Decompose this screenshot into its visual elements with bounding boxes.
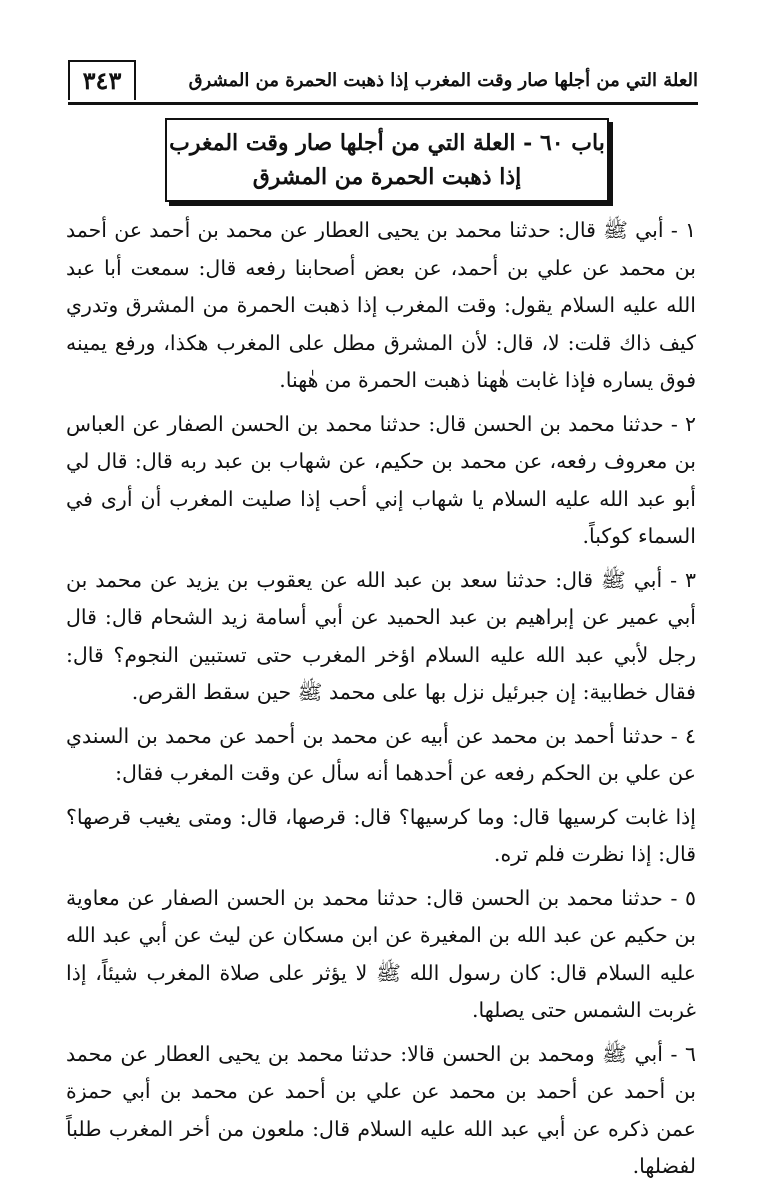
chapter-heading-box: [165, 118, 609, 202]
hadith-paragraph-6: [66, 1036, 696, 1186]
hadith-paragraph-2: [66, 406, 696, 556]
running-header: [68, 60, 698, 105]
running-title: العلة التي من أجلها صار وقت المغرب إذا ذهبت الحمرة من المشرق: [188, 70, 698, 91]
paragraph-text: ٤ - حدثنا أحمد بن محمد عن أبيه عن محمد بن أحمد عن محمد بن السندي عن علي بن الحكم رفعه عن أحدهما أنه سأل عن وقت المغرب فقال:: [66, 723, 696, 785]
paragraph-text: ٢ - حدثنا محمد بن الحسن قال: حدثنا محمد بن الحسن الصفار عن العباس بن معروف رفعه، عن محمد بن حكيم، عن شهاب بن عبد ربه قال: قال لي أبو عبد الله عليه السلام يا شهاب إني أحب إذا صليت المغرب أن أرى في السماء كوكباً.: [66, 411, 696, 548]
hadith-paragraph-3: [66, 562, 696, 712]
hadith-paragraph-1: [66, 212, 696, 400]
paragraph-text: ٥ - حدثنا محمد بن الحسن قال: حدثنا محمد بن الحسن الصفار عن معاوية بن حكيم عن عبد الله بن المغيرة عن ابن مسكان عن ليث عن أبي عبد الله عليه السلام قال: كان رسول الله ﷺ لا يؤثر على صلاة المغرب شيئاً، إذا غربت الشمس حتى يصلها.: [66, 885, 696, 1022]
chapter-title-line-2: إذا ذهبت الحمرة من المشرق: [252, 164, 522, 190]
page-body: [66, 212, 696, 1192]
paragraph-text: ١ - أبي ﷺ قال: حدثنا محمد بن يحيى العطار عن محمد بن أحمد عن أحمد بن محمد عن علي بن أحمد، عن بعض أصحابنا رفعه قال: سمعت أبا عبد الله عليه السلام يقول: وقت المغرب إذا ذهبت الحمرة من المشرق وتدري كيف ذاك قلت: لا، قال: لأن المشرق مطل على المغرب هكذا، ورفع يمينه فوق يساره فإذا غابت هٰهنا ذهبت الحمرة من هٰهنا.: [66, 218, 696, 392]
chapter-title-line-1: باب ٦٠ - العلة التي من أجلها صار وقت المغرب: [169, 130, 605, 156]
hadith-paragraph-4: [66, 718, 696, 793]
paragraph-text: إذا غابت كرسيها قال: وما كرسيها؟ قال: قرصها، قال: ومتى يغيب قرصها؟ قال: إذا نظرت فلم تره.: [66, 804, 696, 866]
paragraph-text: ٦ - أبي ﷺ ومحمد بن الحسن قالا: حدثنا محمد بن يحيى العطار عن محمد بن أحمد عن أحمد بن محمد عن علي بن أحمد عن محمد بن أبي حمزة عمن ذكره عن أبي عبد الله عليه السلام قال: ملعون من أخر المغرب طلباً لفضلها.: [66, 1041, 696, 1178]
page-number: ٣٤٣: [68, 60, 136, 100]
hadith-paragraph-5: [66, 880, 696, 1030]
paragraph-text: ٣ - أبي ﷺ قال: حدثنا سعد بن عبد الله عن يعقوب بن يزيد عن محمد بن أبي عمير عن إبراهيم بن عبد الحميد عن أبي أسامة زيد الشحام قال: قال رجل لأبي عبد الله عليه السلام اؤخر المغرب حتى تستبين النجوم؟ قال: فقال خطابية: إن جبرئيل نزل بها على محمد ﷺ حين سقط القرص.: [66, 567, 696, 704]
hadith-paragraph-4-continued: [66, 799, 696, 874]
